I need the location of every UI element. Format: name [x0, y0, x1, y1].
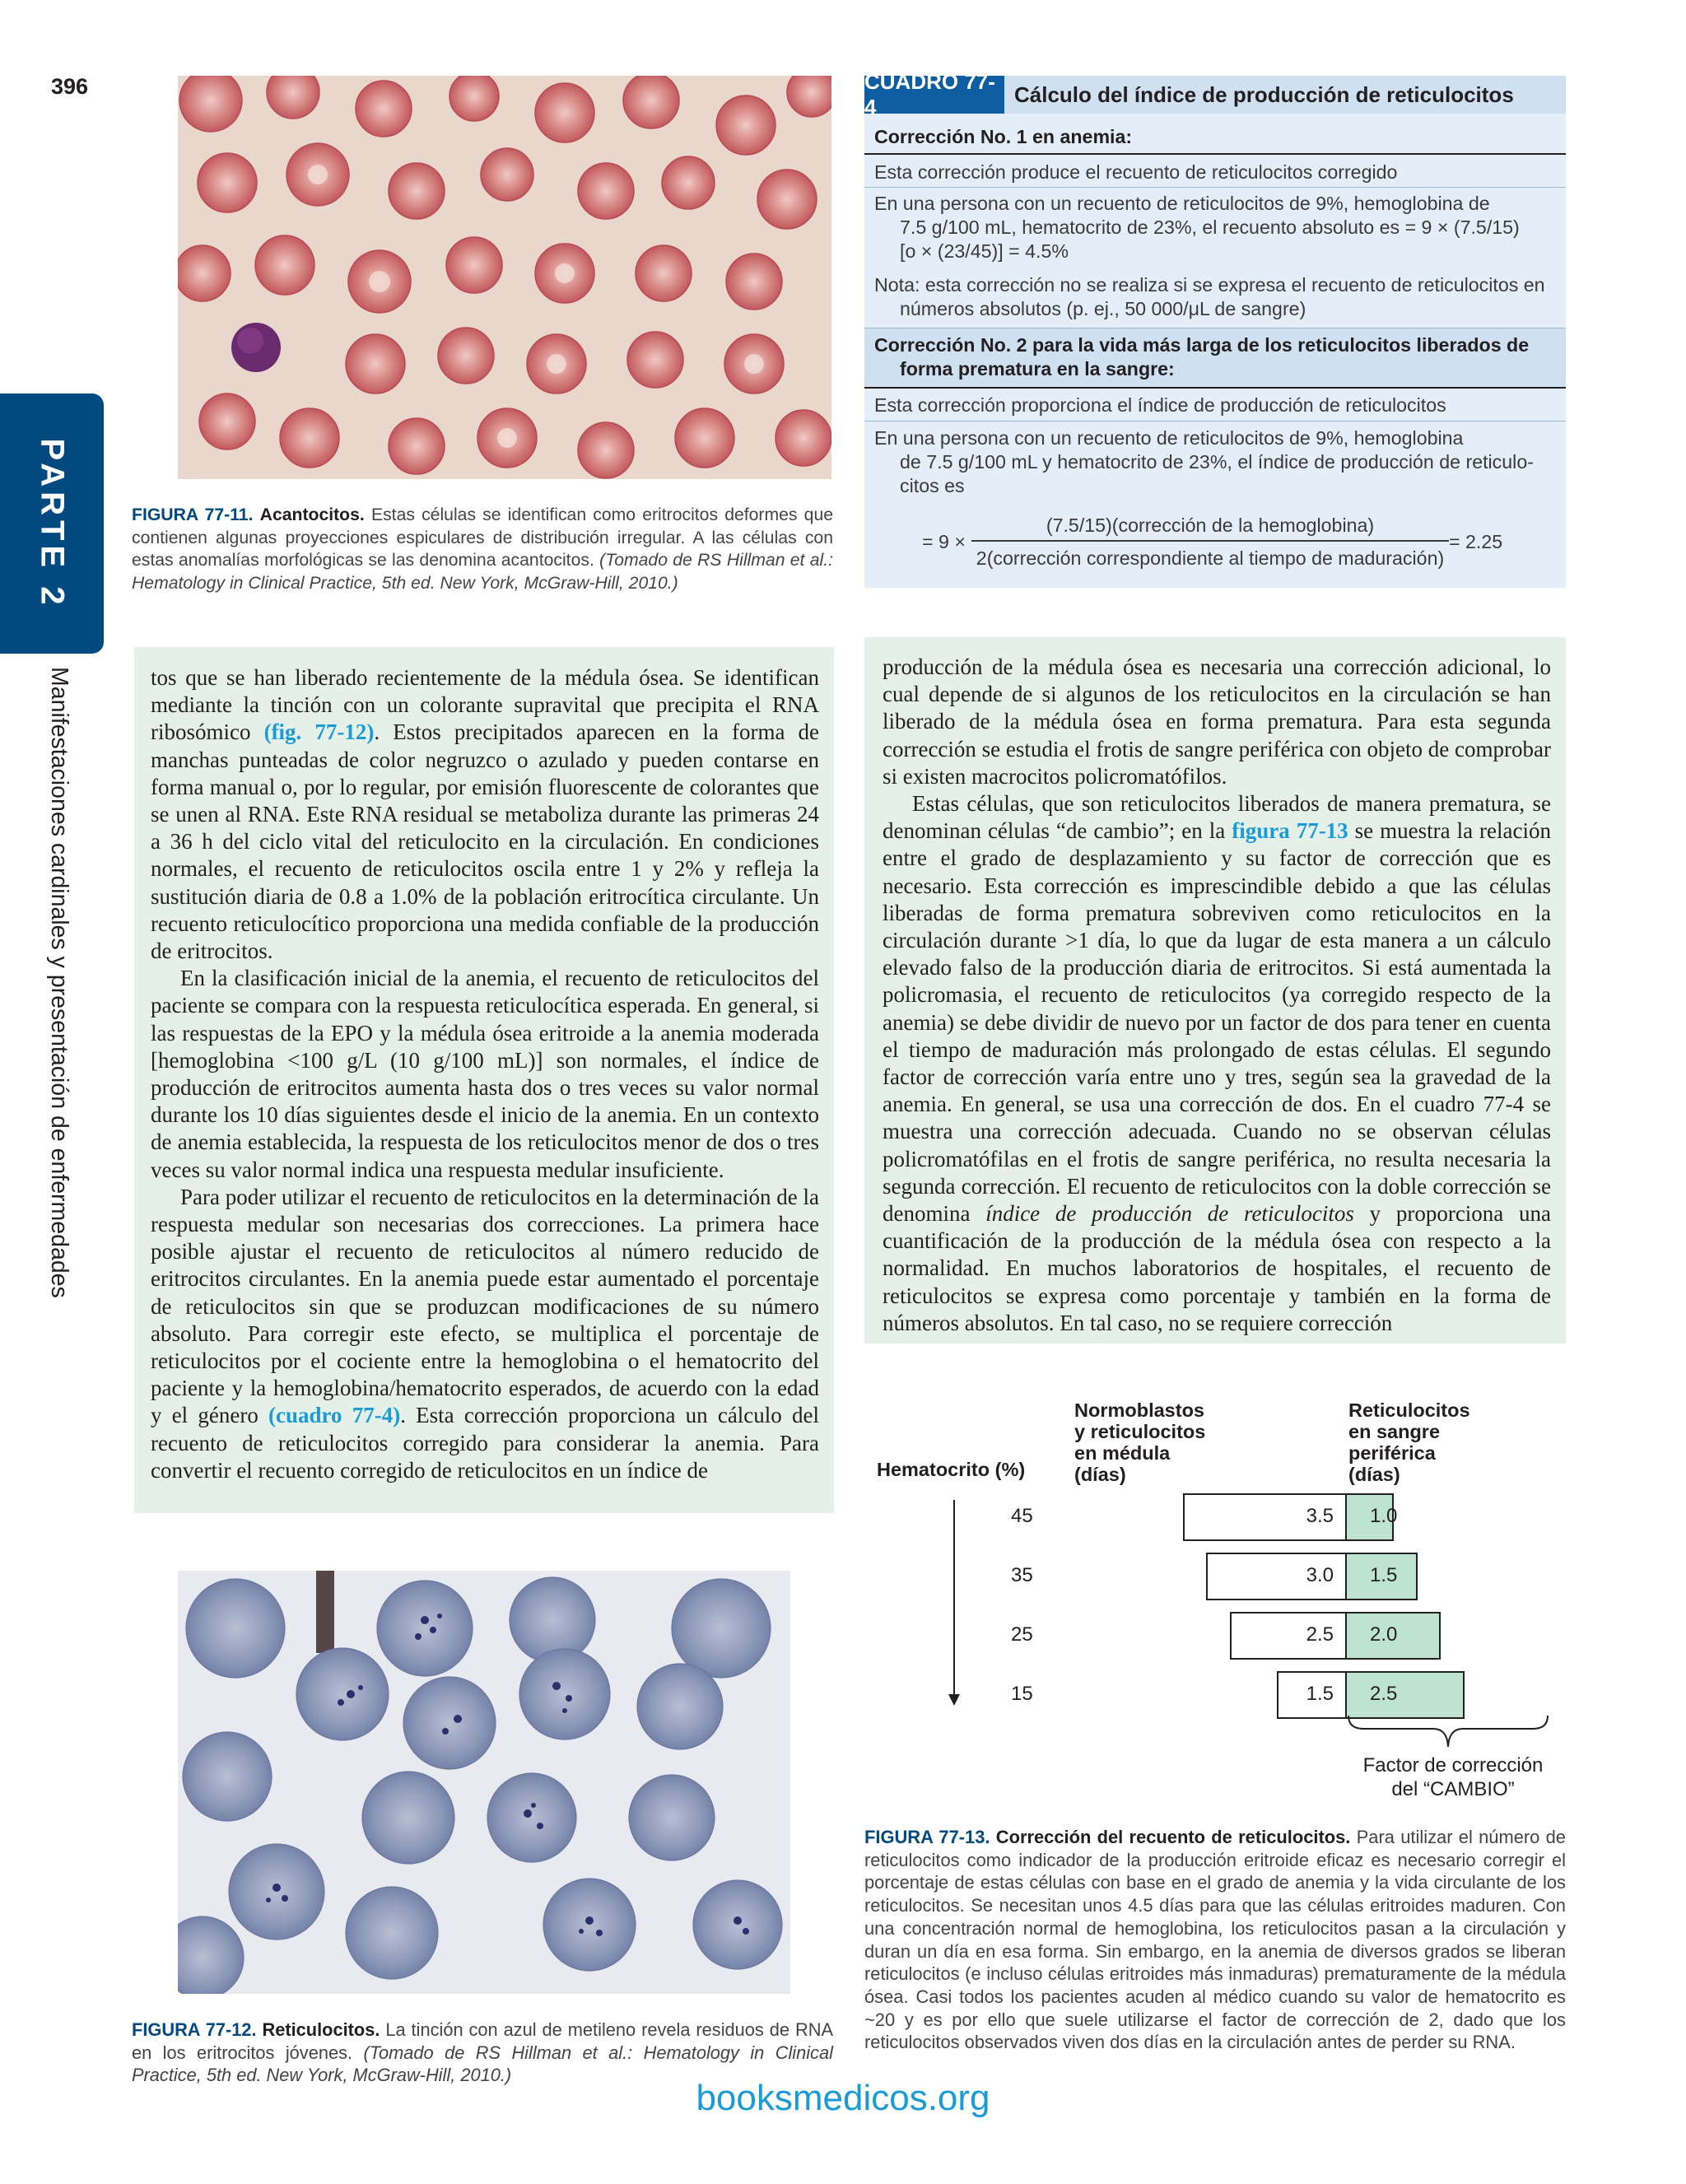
reticulocytes-photo [178, 1571, 790, 1994]
diagram-hematocrit-value: 45 [1011, 1505, 1033, 1527]
table-s1-line3b: números absolutos (p. ej., 50 000/μL de sangre) [900, 298, 1306, 319]
figure-77-11-text: Estas células se identifican como eritrocitos deformes que contienen algunas proyecciones espiculares de distribución irregular. A las células con estas anomalías morfológicas se las denomina acantocitos. [132, 505, 834, 570]
part-side-tab-label [0, 393, 104, 654]
diagram-col-marrow-2: y reticulocitos [1074, 1421, 1206, 1442]
table-rule [864, 153, 1566, 155]
diagram-brace [1347, 1714, 1549, 1752]
table-divider [864, 187, 1566, 188]
acanthocytes-photo [178, 76, 831, 479]
diagram-blood-days: 1.5 [1370, 1564, 1398, 1586]
diagram-col-marrow-4: (días) [1074, 1464, 1126, 1485]
diagram-blood-days: 2.5 [1370, 1683, 1398, 1705]
right-p2-a: Estas células, que son reticulocitos liberados de manera prematura, se denominan células “de cambio”; en la [883, 791, 1551, 844]
ref-cuadro-77-4[interactable]: (cuadro 77-4) [268, 1403, 401, 1428]
formula-numerator: (7.5/15)(corrección de la hemoglobina) [1046, 515, 1375, 536]
table-section2-header-b: forma prematura en la sangre: [900, 358, 1175, 380]
left-p1-a: tos que se han liberado recientemente de la médula ósea. Se identifican mediante la tinción con un colorante supravital que precipita el RNA ribosómico [151, 665, 819, 745]
figure-77-12-title: Reticulocitos. [262, 2019, 380, 2040]
table-77-4-tag: CUADRO 77-4 [864, 76, 1004, 114]
figure-77-12-caption [132, 2019, 833, 2087]
formula-fraction-bar [971, 540, 1449, 542]
table-section2-header-a: Corrección No. 2 para la vida más larga de los reticulocitos liberados de [874, 334, 1530, 356]
left-p2: En la clasificación inicial de la anemia, el recuento de reticulocitos del paciente se compara con la respuesta reticulocítica esperada. En general, si las respuestas de la EPO y la médula ósea eritroide a la anemia moderada [hemoglobina <100 g/L (10 g/100 mL)] son normales, el índice de producción de eritrocitos aumenta hasta dos o tres veces su valor normal durante los 10 días siguientes desde el inicio de la anemia. En un contexto de anemia establecida, la respuesta de los reticulocitos menor de dos o tres veces su valor normal indica una respuesta medular insuficiente. [151, 966, 819, 1182]
diagram-marrow-days: 1.5 [1306, 1683, 1334, 1705]
right-p2-c: y proporciona una cuantificación de la producción de la médula ósea con respecto a la normalidad. En muchos laboratorios de hospitales, el recuento de reticulocitos se expresa como porcentaje y también en la forma de números absolutos. En tal caso, no se requiere corrección [883, 1201, 1551, 1335]
figure-77-11-source: (Tomado de RS Hillman et al.: Hematology in Clinical Practice, 5th ed. New York, McGraw-Hill, 2010.) [132, 551, 833, 594]
diagram-blood-days: 2.0 [1370, 1623, 1398, 1646]
diagram-blood-days: 1.0 [1370, 1505, 1398, 1527]
ref-figura-77-13[interactable]: figura 77-13 [1232, 818, 1348, 844]
figure-77-13-title: Corrección del recuento de reticulocitos. [995, 1827, 1351, 1847]
table-s1-line1: Esta corrección produce el recuento de reticulocitos corregido [874, 161, 1398, 183]
running-head-text: Manifestaciones cardinales y presentación de enfermedades [46, 667, 72, 1298]
diagram-arrow-head [948, 1694, 960, 1706]
figure-77-12-tag: FIGURA 77-12. [132, 2019, 257, 2040]
right-p2-em: índice de producción de reticulocitos [985, 1201, 1354, 1227]
diagram-marrow-days: 3.5 [1306, 1505, 1334, 1527]
diagram-arrow-shaft [953, 1500, 955, 1697]
diagram-col-blood-2: en sangre [1348, 1421, 1441, 1442]
diagram-marrow-days: 2.5 [1306, 1623, 1334, 1646]
diagram-col-blood-3: periférica [1348, 1442, 1436, 1464]
figure-77-11-tag: FIGURA 77-11. [132, 505, 254, 524]
right-p1: producción de la médula ósea es necesaria una corrección adicional, lo cual depende de si algunos de los reticulocitos en la circulación se han liberado de la médula ósea en forma prematura. Para esta segunda corrección se estudia el frotis de sangre periférica con objeto de comprobar si existen macrocitos policromatófilos. [883, 654, 1551, 789]
left-p1-b: . Estos precipitados aparecen en la forma de manchas punteadas de color negruzco o azulado y pueden contarse en forma manual o, por lo regular, por emisión fluorescente de colorantes que se unen al RNA. Este RNA residual se metaboliza durante las primeras 24 a 36 h del ciclo vital del reticulocito en la circulación. En condiciones normales, el recuento de reticulocitos oscila entre 1 y 2% y refleja la sustitución diaria de 0.8 a 1.0% de la población eritrocítica circulante. Un recuento reticulocítico proporciona una medida confiable de la producción de eritrocitos. [151, 719, 820, 964]
page-number: 396 [51, 74, 89, 99]
table-s1-line2a: En una persona con un recuento de reticulocitos de 9%, hemoglobina de [874, 193, 1490, 214]
table-s1-line2b: 7.5 g/100 mL, hematocrito de 23%, el recuento absoluto es = 9 × (7.5/15) [900, 217, 1520, 238]
figure-77-11-caption [132, 504, 833, 595]
figure-77-13-caption [864, 1826, 1566, 2054]
table-s2-line2c: citos es [900, 475, 965, 496]
diagram-hematocrit-value: 15 [1011, 1683, 1033, 1705]
diagram-col-marrow [1074, 1399, 1205, 1485]
diagram-col-blood-1: Reticulocitos [1348, 1399, 1470, 1421]
part-label: PARTE 2 [34, 438, 71, 609]
diagram-brace-label-2: del “CAMBIO” [1391, 1778, 1515, 1800]
diagram-blood-bar [1345, 1671, 1465, 1719]
formula-prefix: = 9 × [922, 531, 966, 552]
diagram-brace-label [1334, 1753, 1572, 1801]
diagram-col-marrow-1: Normoblastos [1074, 1399, 1204, 1421]
left-p3-a: Para poder utilizar el recuento de reticulocitos en la determinación de la respuesta medular son necesarias dos correcciones. La primera hace posible ajustar el recuento de reticulocitos al número reducido de eritrocitos circulantes. En la anemia puede estar aumentado el porcentaje de reticulocitos sin que se produzcan modificaciones de su número absoluto. Para corregir este efecto, se multiplica el porcentaje de reticulocitos por el cociente entre la hemoglobina o el hematocrito del paciente y la hemoglobina/hematocrito esperados, de acuerdo con la edad y el género [151, 1184, 819, 1428]
left-p3-b: . Esta corrección proporciona un cálculo del recuento de reticulocitos corregido para considerar la anemia. Para convertir el recuento corregido de reticulocitos en un índice de [151, 1403, 819, 1483]
table-77-4-title: Cálculo del índice de producción de reticulocitos [1014, 82, 1514, 107]
right-p2-b: se muestra la relación entre el grado de desplazamiento y su factor de corrección que es necesario. Esta corrección es imprescindible debido a que las células liberadas de forma prematura sobreviven como reticulocitos en la circulación durante >1 día, lo que da lugar de esta manera a un cálculo elevado falso de la producción diaria de eritrocitos. Si está aumentada la policromasia, el recuento de reticulocitos (ya corregido respecto de la anemia) se debe dividir de nuevo por un factor de dos para tener en cuenta el tiempo de maduración más prolongado de estas células. El segundo factor de corrección varía entre uno y tres, según sea la gravedad de la anemia. En general, se usa una corrección de dos. En el cuadro 77-4 se muestra una corrección adecuada. Cuando no se observan células policromatófilas en el frotis de sangre periférica, no resulta necesaria la segunda corrección. El recuento de reticulocitos con la doble corrección se denomina [883, 818, 1551, 1227]
figure-77-11-title: Acantocitos. [259, 505, 365, 524]
table-s1-line3a: Nota: esta corrección no se realiza si se expresa el recuento de reticulocitos en [874, 274, 1545, 296]
figure-77-12-text: La tinción con azul de metileno revela residuos de RNA en los eritrocitos jóvenes. [132, 2019, 833, 2063]
diagram-hematocrit-value: 35 [1011, 1564, 1033, 1586]
formula-result: = 2.25 [1449, 531, 1503, 552]
diagram-col-hematocrit: Hematocrito (%) [877, 1459, 1026, 1480]
table-section1-header: Corrección No. 1 en anemia: [874, 126, 1133, 147]
table-s2-line2b: de 7.5 g/100 mL y hematocrito de 23%, el índice de producción de reticulo- [900, 451, 1534, 473]
figure-77-13-tag: FIGURA 77-13. [864, 1827, 990, 1847]
figure-77-13-text: Para utilizar el número de reticulocitos como indicador de la producción eritroide eficaz es necesario corregir el porcentaje de estas células con base en el grado de anemia y la vida circulante de los reticulocitos. Se necesitan unos 4.5 días para que las células eritroides maduren. Con una concentración normal de hemoglobina, los reticulocitos pasan a la circulación y duran un día en esa forma. Sin embargo, en la anemia de diversos grados se liberan reticulocitos (e incluso células eritroides más inmaduras) prematuramente de la médula ósea. Casi todos los pacientes acuden al médico cuando su valor de hematocrito es ~20 y es por ello que suele utilizarse el factor de corrección de 2, dado que los reticulocitos observados viven dos días en la circulación antes de perder su RNA. [864, 1827, 1566, 2053]
figure-77-12-source: (Tomado de RS Hillman et al.: Hematology in Clinical Practice, 5th ed. New York, McGraw-Hill, 2010.) [132, 2042, 833, 2086]
table-s2-line1: Esta corrección proporciona el índice de producción de reticulocitos [874, 394, 1446, 416]
watermark-link[interactable]: booksmedicos.org [696, 2078, 990, 2118]
diagram-marrow-days: 3.0 [1306, 1564, 1334, 1586]
running-head [41, 667, 74, 1298]
table-s2-line2a: En una persona con un recuento de reticulocitos de 9%, hemoglobina [874, 427, 1464, 449]
diagram-hematocrit-value: 25 [1011, 1623, 1033, 1646]
table-s1-line2c: [o × (23/45)] = 4.5% [900, 240, 1069, 262]
formula-denominator: 2(corrección correspondiente al tiempo de maduración) [976, 547, 1445, 569]
diagram-col-blood-4: (días) [1348, 1464, 1400, 1485]
diagram-col-blood [1348, 1399, 1470, 1485]
diagram-brace-label-1: Factor de corrección [1362, 1754, 1544, 1777]
ref-fig-77-12[interactable]: (fig. 77-12) [263, 719, 375, 745]
table-rule [864, 387, 1566, 389]
diagram-col-marrow-3: en médula [1074, 1442, 1171, 1464]
left-body-text [151, 664, 819, 1484]
right-body-text [883, 654, 1551, 1337]
